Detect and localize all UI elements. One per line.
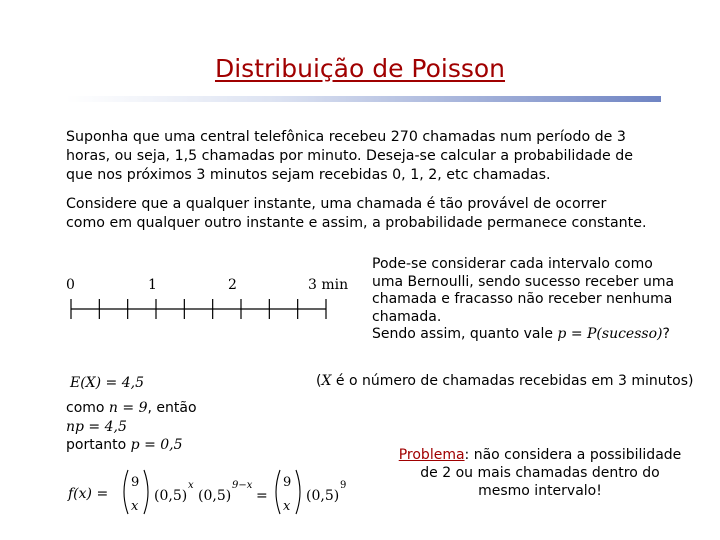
- problem-line-3: mesmo intervalo!: [478, 483, 602, 499]
- base-1: (0,5): [154, 488, 188, 504]
- bernoulli-question-prefix: Sendo assim, quanto vale: [372, 326, 558, 342]
- problem-note: [390, 446, 690, 500]
- binom-x-2: x: [283, 499, 291, 514]
- assumption-paragraph: [66, 195, 646, 233]
- bernoulli-line-5: [372, 326, 674, 344]
- intro-line-1: Suponha que uma central telefônica recebeu 270 chamadas num período de 3: [66, 129, 626, 145]
- base-2: (0,5): [198, 488, 232, 504]
- parameter-derivation: [66, 399, 197, 455]
- bernoulli-line-2: uma Bernoulli, sendo sucesso receber uma: [372, 273, 675, 290]
- n-value: n = 9: [108, 400, 148, 416]
- problem-line-1: [390, 446, 690, 464]
- base-3: (0,5): [306, 488, 340, 504]
- binom-n-1: 9: [131, 475, 140, 490]
- page-title: Distribuição de Poisson: [214, 54, 506, 83]
- expectation-formula: E(X) = 4,5: [70, 375, 145, 391]
- note-open: (: [316, 373, 322, 389]
- binom-right-paren-2: [296, 470, 300, 514]
- exp-3: 9: [340, 480, 347, 491]
- problem-text-1: : não considera a possibilidade: [464, 447, 682, 463]
- binom-x-1: x: [131, 499, 139, 514]
- exp-1: x: [188, 480, 194, 491]
- tick-label-3: 3 min: [308, 277, 349, 293]
- note-rest: é o número de chamadas recebidas em 3 minutos): [331, 373, 694, 389]
- bernoulli-line-3: chamada e fracasso não receber nenhuma: [372, 291, 673, 307]
- bernoulli-explanation: [372, 256, 674, 344]
- problem-line-2: de 2 ou mais chamadas dentro do: [420, 465, 660, 481]
- title-underline-bar: [66, 96, 661, 102]
- binom-left-paren-1: [124, 470, 128, 514]
- formula-lhs: f(x) =: [68, 486, 109, 502]
- intro-paragraph: [66, 128, 633, 185]
- tick-label-0: 0: [66, 277, 75, 293]
- note-variable: X: [321, 373, 332, 389]
- tick-label-1: 1: [148, 277, 157, 293]
- assumption-line-1: Considere que a qualquer instante, uma chamada é tão provável de ocorrer: [66, 196, 607, 212]
- intro-line-3: que nos próximos 3 minutos sejam recebidas 0, 1, 2, etc chamadas.: [66, 167, 551, 183]
- como-line: [66, 399, 197, 418]
- tick-label-2: 2: [228, 277, 237, 293]
- bernoulli-question-suffix: ?: [662, 326, 670, 342]
- p-value: p = 0,5: [130, 437, 183, 453]
- binom-right-paren-1: [144, 470, 148, 514]
- como-prefix: como: [66, 400, 109, 416]
- number-line: [66, 294, 356, 324]
- portanto-prefix: portanto: [66, 437, 131, 453]
- binomial-formula: [66, 462, 356, 522]
- binom-left-paren-2: [276, 470, 280, 514]
- como-suffix: , então: [147, 400, 197, 416]
- formula-equals: =: [256, 488, 268, 504]
- portanto-line: [66, 436, 197, 455]
- x-definition-note: [316, 373, 693, 389]
- bernoulli-line-1: Pode-se considerar cada intervalo como: [372, 256, 653, 272]
- exp-2: 9−x: [232, 480, 253, 491]
- assumption-line-2: como em qualquer outro instante e assim, a probabilidade permanece constante.: [66, 215, 647, 231]
- np-line: np = 4,5: [66, 418, 127, 435]
- p-success-formula: p = P(sucesso): [557, 326, 663, 342]
- bernoulli-line-4: chamada.: [372, 308, 442, 325]
- binom-n-2: 9: [283, 475, 292, 490]
- intro-line-2: horas, ou seja, 1,5 chamadas por minuto. Deseja-se calcular a probabilidade de: [66, 148, 634, 164]
- problem-keyword: Problema: [398, 447, 465, 463]
